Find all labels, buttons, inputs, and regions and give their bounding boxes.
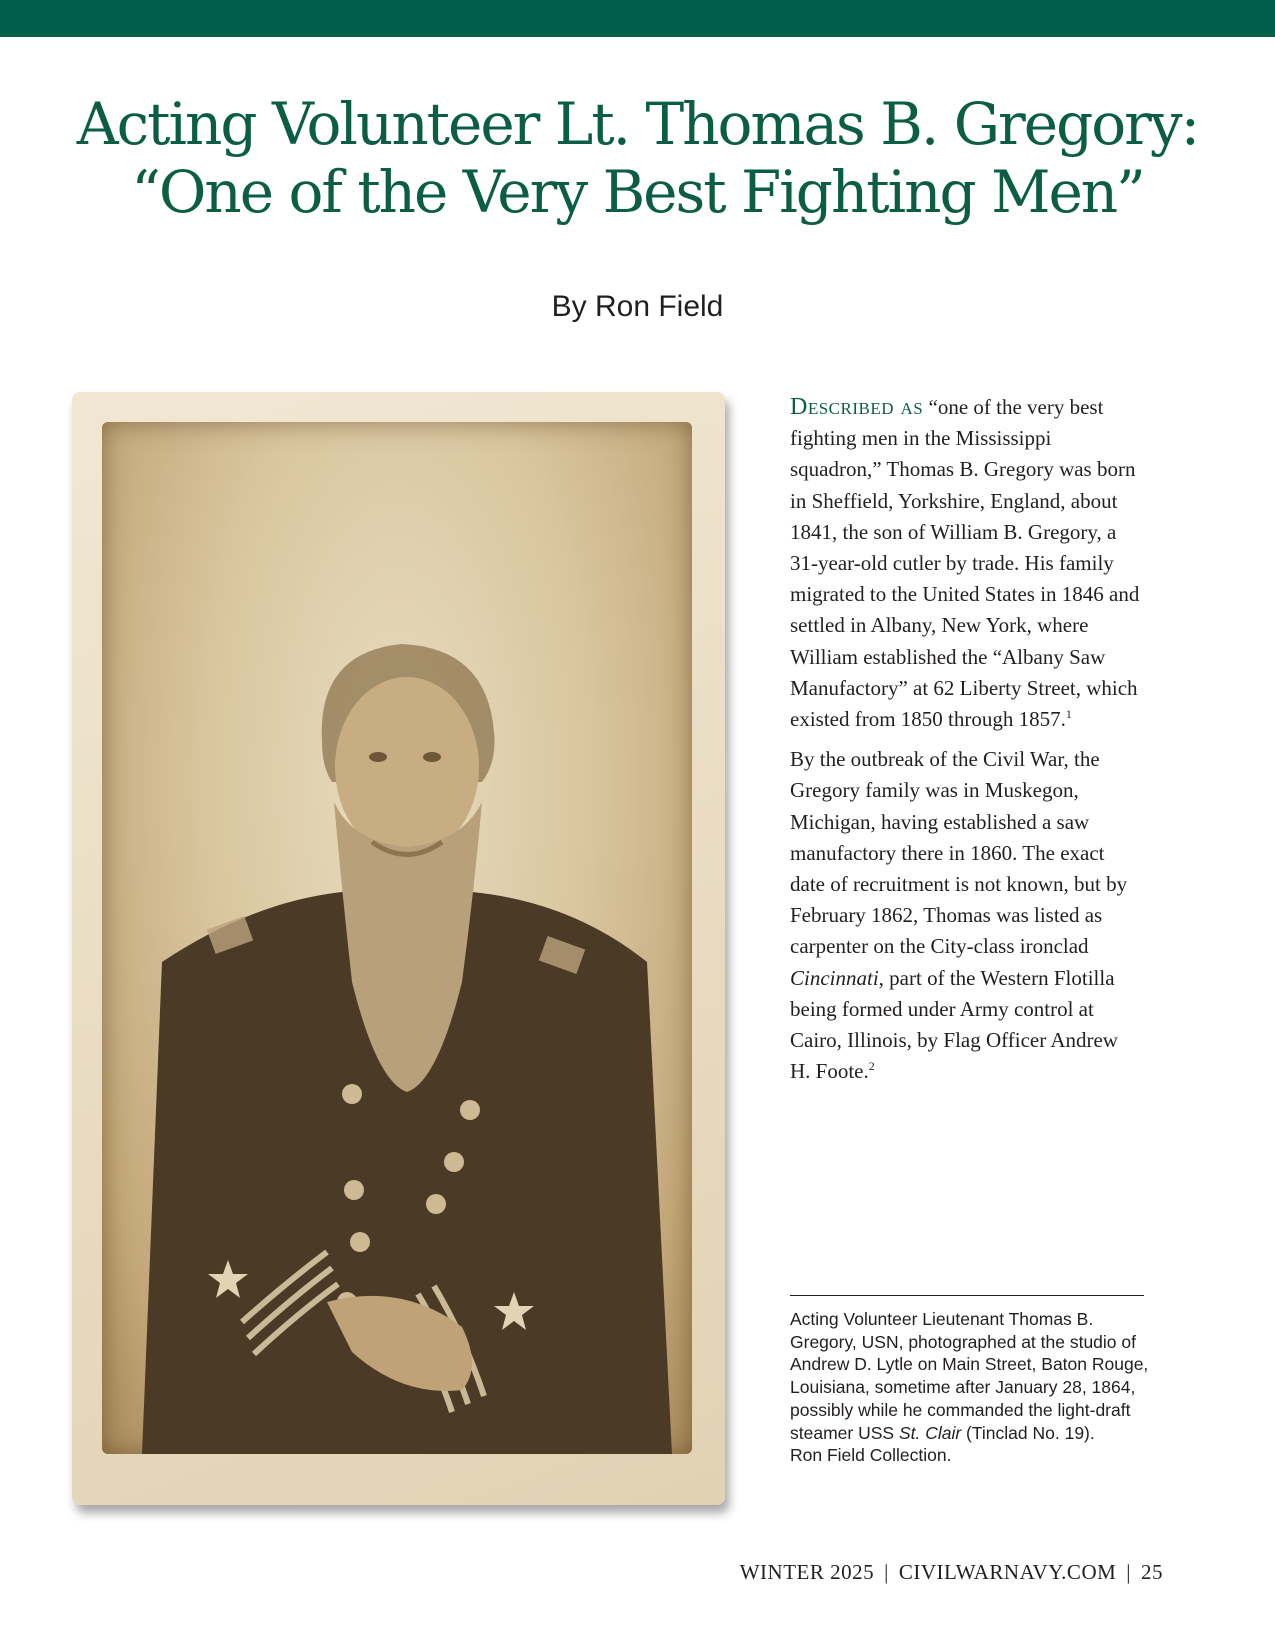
paragraph-2-text-a: By the outbreak of the Civil War, the Gregory family was in Muskegon, Michigan, having established a saw manufactory there in 1860. The exact date of recruitment is not known, but by February 1862, Thomas was listed as carpenter on the City-class ironclad — [790, 747, 1128, 959]
article-body — [790, 392, 1140, 1096]
portrait-illustration — [102, 422, 692, 1454]
paragraph-2 — [790, 744, 1140, 1087]
photo-print — [102, 422, 692, 1454]
article-title — [30, 90, 1245, 227]
caption-text-b: (Tinclad No. 19). — [961, 1422, 1095, 1443]
author-byline: By Ron Field — [551, 290, 724, 323]
photo-caption — [790, 1308, 1150, 1467]
ship-name-cincinnati: Cincinnati — [790, 965, 879, 990]
top-color-band — [0, 0, 1275, 37]
portrait-photograph — [72, 392, 725, 1505]
paragraph-2-text-b: , part of the Western Flotilla being formed under Army control at Cairo, Illinois, by Flag Officer Andrew H. Foote. — [790, 965, 1118, 1084]
footer-separator: | — [1126, 1560, 1131, 1584]
footnote-ref-1: 1 — [1065, 707, 1072, 722]
page-number: 25 — [1141, 1560, 1163, 1584]
article-title-line-1: Acting Volunteer Lt. Thomas B. Gregory: — [76, 90, 1199, 158]
paragraph-1-text: “one of the very best fighting men in the Mississippi squadron,” Thomas B. Gregory was born in Sheffield, Yorkshire, England, about 1841, the son of William B. Gregory, a 31-year-old cutler by trade. His family migrated to the United States in 1846 and settled in Albany, New York, where William established the “Albany Saw Manufactory” at 62 Liberty Street, which existed from 1850 through 1857. — [790, 395, 1140, 732]
caption-ship-name: St. Clair — [898, 1422, 962, 1443]
lead-in-small-caps: Described as — [790, 394, 924, 420]
footer-separator: | — [884, 1560, 889, 1584]
footnote-ref-2: 2 — [868, 1059, 875, 1074]
issue-label: WINTER 2025 — [739, 1560, 875, 1584]
article-title-line-2: “One of the Very Best Fighting Men” — [131, 158, 1144, 227]
website-label: CIVILWARNAVY.COM — [898, 1560, 1117, 1584]
paragraph-1 — [790, 392, 1140, 735]
caption-text-a: Acting Volunteer Lieutenant Thomas B. Gregory, USN, photographed at the studio of Andrew D. Lytle on Main Street, Baton Rouge, Louisiana, sometime after January 28, 1864, possibly while he commanded the light-draft steamer USS — [790, 1309, 1149, 1443]
photo-credit: Ron Field Collection. — [790, 1445, 952, 1466]
page-footer — [740, 1560, 1163, 1585]
caption-divider — [790, 1295, 1144, 1296]
